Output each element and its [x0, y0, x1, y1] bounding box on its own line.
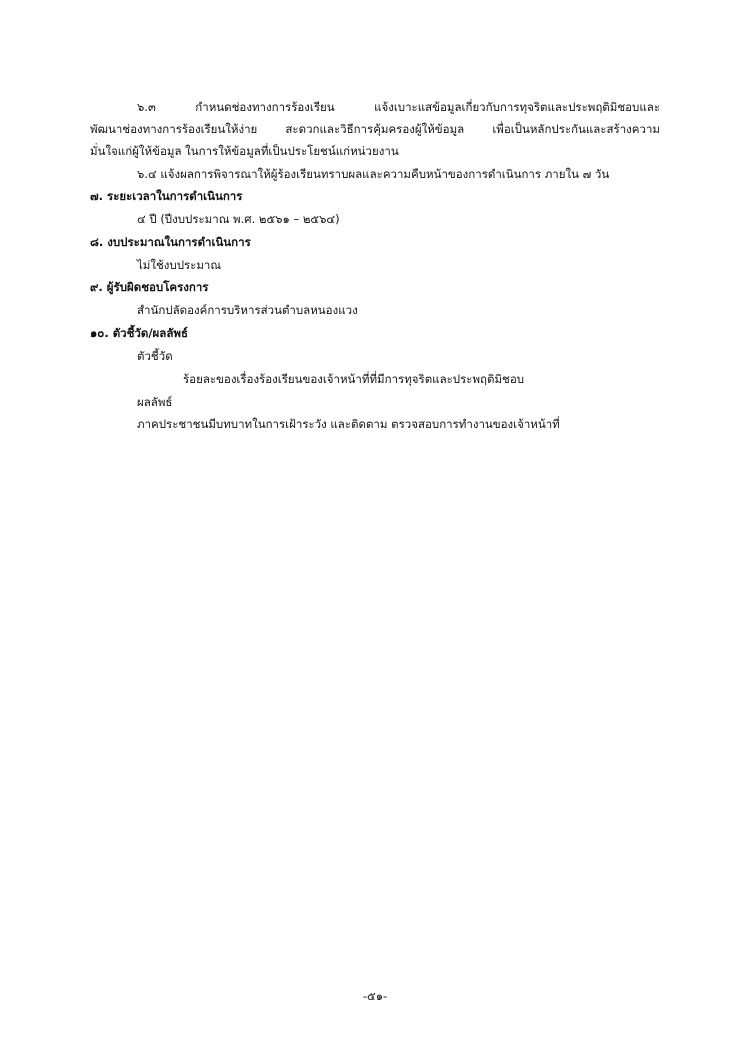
item-6-3-line-3: มั่นใจแก่ผู้ให้ข้อมูล ในการให้ข้อมูลที่เป็นประโยชน์แก่หน่วยงาน [90, 144, 399, 158]
item-6-3-line-2: พัฒนาช่องทางการร้องเรียนให้ง่าย สะดวกและวิธีการคุ้มครองผู้ให้ข้อมูล เพื่อเป็นหลักประกันและสร้างความ [90, 122, 660, 136]
section-8-heading: ๘. งบประมาณในการดำเนินการ [90, 235, 251, 249]
result-text: ภาคประชาชนมีบทบาทในการเฝ้าระวัง และติดตาม ตรวจสอบการทำงานของเจ้าหน้าที่ [137, 417, 560, 431]
indicator-text: ร้อยละของเรื่องร้องเรียนของเจ้าหน้าที่ที่มีการทุจริตและประพฤติมิชอบ [183, 372, 525, 386]
section-7-heading: ๗. ระยะเวลาในการดำเนินการ [90, 189, 243, 203]
item-6-3-line-1: ๖.๓ กำหนดช่องทางการร้องเรียน แจ้งเบาะแสข้อมูลเกี่ยวกับการทุจริตและประพฤติมิชอบและ [137, 100, 660, 114]
item-6-4: ๖.๔ แจ้งผลการพิจารณาให้ผู้ร้องเรียนทราบผลและความคืบหน้าของการดำเนินการ ภายใน ๗ วัน [137, 167, 610, 181]
section-9-body: สำนักปลัดองค์การบริหารส่วนตำบลหนองแวง [137, 303, 358, 317]
section-10-heading: ๑๐. ตัวชี้วัด/ผลลัพธ์ [90, 326, 188, 340]
section-7-body: ๔ ปี (ปีงบประมาณ พ.ศ. ๒๕๖๑ – ๒๕๖๔) [137, 212, 340, 226]
section-9-heading: ๙. ผู้รับผิดชอบโครงการ [90, 280, 209, 294]
section-8-body: ไม่ใช้งบประมาณ [137, 258, 222, 272]
result-label: ผลลัพธ์ [137, 395, 173, 409]
indicator-label: ตัวชี้วัด [137, 349, 173, 363]
page-number: -๕๑- [362, 989, 388, 1003]
